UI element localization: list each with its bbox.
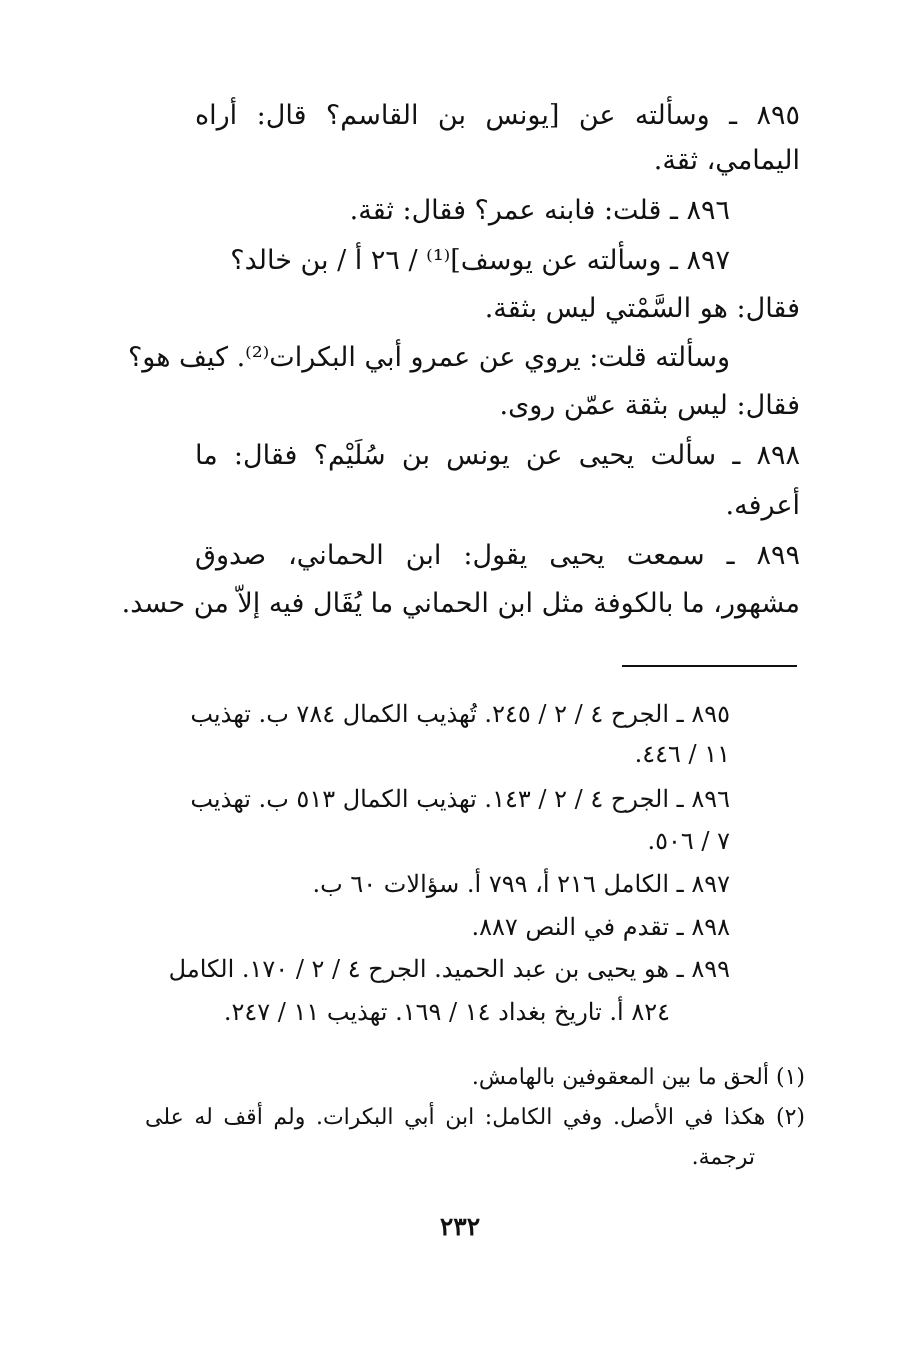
- entry-899-line-1: ٨٩٩ ـ سمعت يحيى يقول: ابن الحماني، صدوق: [195, 540, 800, 571]
- footnote-2-line-2: ترجمة.: [691, 1145, 755, 1170]
- entry-895-line-2: اليمامي، ثقة.: [653, 145, 800, 176]
- entry-897-line-1: ٨٩٧ ـ وسألته عن يوسف]⁽¹⁾ / ٢٦ أ / بن خالد؟: [230, 245, 730, 276]
- source-note-895-line-2: ١١ / ٤٤٦.: [634, 740, 730, 768]
- entry-897-line-3: وسألته قلت: يروي عن عمرو أبي البكرات⁽²⁾. كيف هو؟: [127, 342, 730, 373]
- source-note-895-line-1: ٨٩٥ ـ الجرح ٤ / ٢ / ٢٤٥. تُهذيب الكمال ٧٨٤ ب. تهذيب: [190, 700, 730, 728]
- entry-895-line-1: ٨٩٥ ـ وسألته عن [يونس بن القاسم؟ قال: أراه: [195, 100, 800, 131]
- source-note-899-line-1: ٨٩٩ ـ هو يحيى بن عبد الحميد. الجرح ٤ / ٢ / ١٧٠. الكامل: [168, 955, 730, 983]
- entry-896: ٨٩٦ ـ قلت: فابنه عمر؟ فقال: ثقة.: [349, 195, 730, 226]
- entry-898-line-1: ٨٩٨ ـ سألت يحيى عن يونس بن سُلَيْم؟ فقال: ما: [195, 440, 800, 471]
- entry-898-line-2: أعرفه.: [725, 490, 800, 521]
- source-note-898: ٨٩٨ ـ تقدم في النص ٨٨٧.: [471, 913, 730, 941]
- source-note-899-line-2: ٨٢٤ أ. تاريخ بغداد ١٤ / ١٦٩. تهذيب ١١ / ٢٤٧.: [223, 998, 670, 1026]
- footnote-2-line-1: (٢) هكذا في الأصل. وفي الكامل: ابن أبي البكرات. ولم أقف له على: [145, 1105, 805, 1130]
- source-note-896-line-2: ٧ / ٥٠٦.: [647, 827, 730, 855]
- entry-897-line-4: فقال: ليس بثقة عمّن روى.: [499, 390, 800, 421]
- source-note-897: ٨٩٧ ـ الكامل ٢١٦ أ، ٧٩٩ أ. سؤالات ٦٠ ب.: [312, 870, 730, 898]
- notes-divider: [622, 665, 797, 667]
- entry-899-line-2: مشهور، ما بالكوفة مثل ابن الحماني ما يُقَال فيه إلاّ من حسد.: [121, 588, 800, 619]
- source-note-896-line-1: ٨٩٦ ـ الجرح ٤ / ٢ / ١٤٣. تهذيب الكمال ٥١٣ ب. تهذيب: [190, 785, 730, 813]
- entry-897-line-2: فقال: هو السَّمْتي ليس بثقة.: [484, 293, 800, 324]
- footnote-1: (١) ألحق ما بين المعقوفين بالهامش.: [471, 1065, 805, 1090]
- page-number: ٢٣٢: [439, 1212, 481, 1241]
